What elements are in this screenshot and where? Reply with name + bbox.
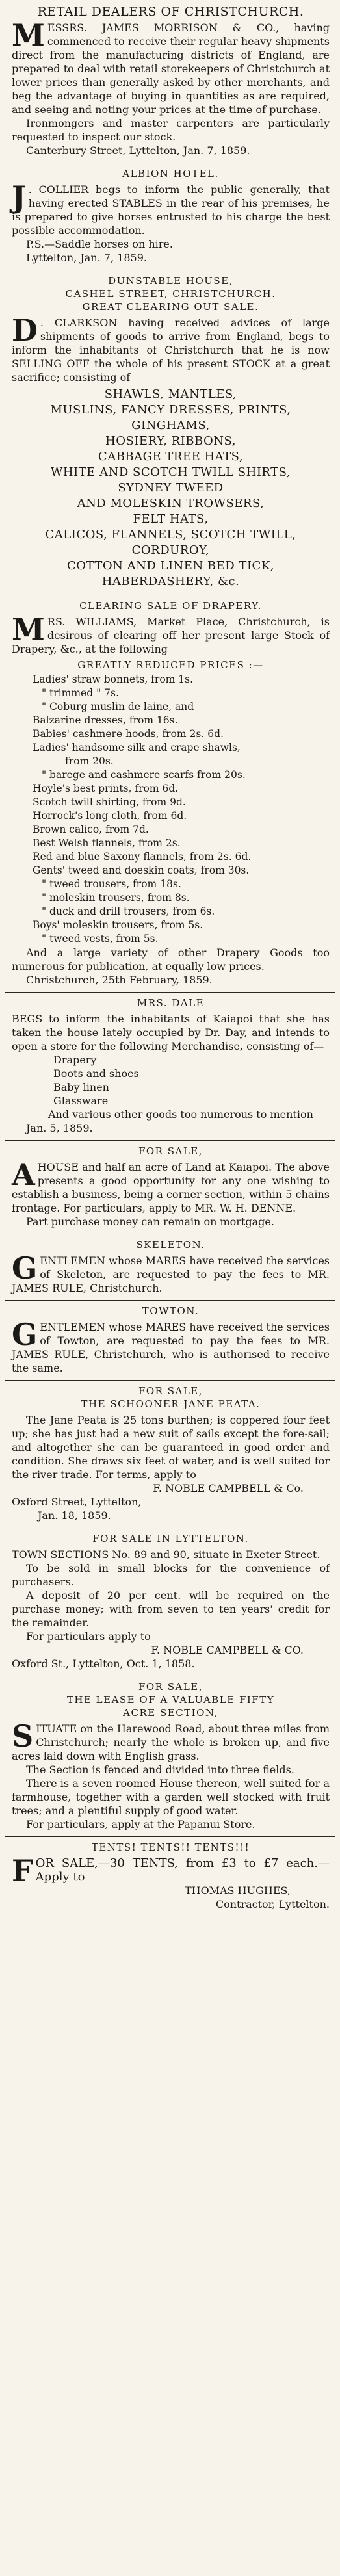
- ad-body: . CLARKSON having received advices of large shipments of goods to arrive from England, begs to inform the inhabitants of Christchurch that he is now SELLING OFF the whole of his present STOCK at a great sacrifice; consisting of: [12, 317, 330, 384]
- ad-for-sale-lyttelton: [0, 1532, 340, 1671]
- divider: [5, 992, 335, 993]
- ad-for-sale-house: [0, 1145, 340, 1229]
- list-item: AND MOLESKIN TROWSERS,: [77, 497, 265, 510]
- ad-address: Oxford Street, Lyttelton,: [12, 1496, 142, 1508]
- ad-title: FOR SALE,: [138, 1681, 203, 1693]
- drop-cap: A: [12, 1157, 35, 1192]
- price-item: Gents' tweed and doeskin coats, from 30s.: [33, 865, 250, 876]
- ad-clearing-sale-drapery: [0, 599, 340, 987]
- drop-cap: M: [12, 612, 45, 647]
- ad-lease-fifty-acre: [0, 1680, 340, 1831]
- ad-retail-dealers: [0, 0, 340, 157]
- list-item: SHAWLS, MANTLES,: [104, 387, 237, 401]
- ad-date: Jan. 18, 1859.: [38, 1509, 111, 1522]
- drop-cap: S: [12, 1719, 34, 1754]
- ad-paragraph: For particulars apply to: [26, 1630, 151, 1643]
- price-item: from 20s.: [65, 755, 114, 767]
- ad-title: SKELETON.: [136, 1239, 205, 1251]
- ad-note: Part purchase money can remain on mortgage.: [26, 1216, 274, 1228]
- price-item: Balzarine dresses, from 16s.: [33, 714, 178, 726]
- ad-title: ALBION HOTEL.: [122, 168, 219, 179]
- list-item: FELT HATS,: [133, 512, 209, 526]
- ad-title: FOR SALE IN LYTTELTON.: [92, 1533, 249, 1544]
- ad-mrs-dale: [0, 996, 340, 1135]
- drop-cap: F: [12, 1853, 33, 1888]
- price-item: " barege and cashmere scarfs from 20s.: [42, 769, 246, 781]
- ad-subtitle: THE LEASE OF A VALUABLE FIFTY: [66, 1694, 275, 1706]
- ad-signer: THOMAS HUGHES,: [184, 1884, 291, 1897]
- ad-dunstable-house: [0, 274, 340, 590]
- ad-body: HOUSE and half an acre of Land at Kaiapoi. The above presents a good opportunity for any one wishing to establish a business, being a corner section, within 5 chains frontage. For particulars, apply to MR. W. H. DENNE.: [12, 1161, 330, 1214]
- list-item: CORDUROY,: [131, 543, 210, 557]
- ad-title: RETAIL DEALERS OF CHRISTCHURCH.: [37, 5, 304, 19]
- ad-signer: F. NOBLE CAMPBELL & CO.: [151, 1644, 304, 1656]
- price-item: Babies' cashmere hoods, from 2s. 6d.: [33, 728, 224, 740]
- price-item: " moleskin trousers, from 8s.: [42, 892, 190, 904]
- ad-paragraph: To be sold in small blocks for the convenience of purchasers.: [12, 1562, 330, 1588]
- price-item: Brown calico, from 7d.: [33, 824, 149, 835]
- divider: [5, 1140, 335, 1141]
- ad-body: BEGS to inform the inhabitants of Kaiapoi that she has taken the house lately occupied by Dr. Day, and intends to open a store for the following Merchandise, consisting of—: [12, 1013, 330, 1052]
- ad-body: . COLLIER begs to inform the public generally, that having erected STABLES in the rear of his premises, he is prepared to give horses entrusted to his charge the best possible accommodation.: [12, 183, 330, 237]
- ad-signature: Canterbury Street, Lyttelton, Jan. 7, 1859.: [26, 144, 250, 157]
- ad-paragraph: The Section is fenced and divided into three fields.: [26, 1763, 294, 1776]
- ad-subtitle: CASHEL STREET, CHRISTCHURCH.: [65, 288, 276, 300]
- ad-body: TOWN SECTIONS No. 89 and 90, situate in Exeter Street.: [12, 1548, 320, 1561]
- price-item: Hoyle's best prints, from 6d.: [33, 783, 179, 794]
- drop-cap: G: [12, 1317, 38, 1352]
- ad-body: OR SALE,—30 TENTS, from £3 to £7 each.—Apply to: [35, 1856, 330, 1884]
- list-item: SYDNEY TWEED: [118, 481, 224, 495]
- ad-title: TENTS! TENTS!! TENTS!!!: [91, 1841, 250, 1853]
- ad-schooner-jane-peata: [0, 1385, 340, 1522]
- list-item: GINGHAMS,: [131, 419, 210, 432]
- ad-subtitle: ACRE SECTION,: [123, 1707, 218, 1719]
- ad-skeleton: [0, 1238, 340, 1295]
- ad-note: Ironmongers and master carpenters are particularly requested to inspect our stock.: [12, 117, 330, 143]
- price-item: Scotch twill shirting, from 9d.: [33, 796, 186, 808]
- ad-paragraph: A deposit of 20 per cent. will be required on the purchase money; with from seven to ten years' credit for the remainder.: [12, 1589, 330, 1629]
- price-item: Best Welsh flannels, from 2s.: [33, 837, 181, 849]
- divider: [5, 1836, 335, 1837]
- price-item: " trimmed " 7s.: [42, 687, 119, 699]
- price-item: Ladies' handsome silk and crape shawls,: [33, 742, 241, 753]
- ad-towton: [0, 1305, 340, 1375]
- price-item: " tweed trousers, from 18s.: [42, 878, 181, 890]
- list-item: Baby linen: [53, 1081, 109, 1093]
- ad-title: TOWTON.: [142, 1305, 200, 1317]
- goods-list: [12, 387, 330, 590]
- ad-signature: Christchurch, 25th February, 1859.: [26, 974, 213, 986]
- ad-paragraph: For particulars, apply at the Papanui Store.: [26, 1818, 255, 1830]
- drop-cap: J: [12, 179, 26, 215]
- list-item: CALICOS, FLANNELS, SCOTCH TWILL,: [45, 528, 296, 541]
- ad-signer-role: Contractor, Lyttelton.: [215, 1898, 330, 1910]
- price-item: " Coburg muslin de laine, and: [42, 701, 194, 712]
- ad-body: ESSRS. JAMES MORRISON & CO., having commenced to receive their regular heavy shipments direct from the manufacturing districts of England, are prepared to deal with retail storekeepers of Christchurch at lower prices than generally asked by other merchants, and beg the advantage of buying in quantities as are required, and seeing and noting your prices at the time of purchase.: [12, 21, 330, 116]
- price-item: Horrock's long cloth, from 6d.: [33, 810, 187, 822]
- price-item: " tweed vests, from 5s.: [42, 933, 159, 944]
- ad-tail: And a large variety of other Drapery Goods too numerous for publication, at equally low prices.: [12, 946, 330, 972]
- ad-title: FOR SALE,: [138, 1385, 203, 1397]
- list-item: HOSIERY, RIBBONS,: [105, 434, 236, 448]
- ad-body: ITUATE on the Harewood Road, about three miles from Christchurch; nearly the whole is broken up, and five acres laid down with English grass.: [12, 1723, 330, 1762]
- ad-paragraph: There is a seven roomed House thereon, well suited for a farmhouse, together with a garden well stocked with fruit trees; and a plentiful supply of good water.: [12, 1777, 330, 1817]
- drop-cap: D: [12, 313, 38, 348]
- price-item: Red and blue Saxony flannels, from 2s. 6d.: [33, 851, 252, 863]
- ad-signer: F. NOBLE CAMPBELL & Co.: [153, 1482, 304, 1494]
- list-item: CABBAGE TREE HATS,: [98, 450, 244, 463]
- goods-list: [12, 1053, 330, 1121]
- price-item: Ladies' straw bonnets, from 1s.: [33, 673, 194, 685]
- divider: [5, 1380, 335, 1381]
- ad-tents: [0, 1841, 340, 1911]
- list-item: Drapery: [53, 1054, 97, 1066]
- ad-subtitle: GREAT CLEARING OUT SALE.: [82, 301, 259, 313]
- ad-body: ENTLEMEN whose MARES have received the services of Skeleton, are requested to pay the fees to MR. JAMES RULE, Christchurch.: [12, 1255, 330, 1294]
- list-item: WHITE AND SCOTCH TWILL SHIRTS,: [50, 465, 291, 479]
- price-list: [12, 673, 330, 946]
- list-item: MUSLINS, FANCY DRESSES, PRINTS,: [50, 403, 291, 417]
- ad-body: RS. WILLIAMS, Market Place, Christchurch, is desirous of clearing off her present large Stock of Drapery, &c., at the following: [12, 616, 330, 655]
- list-item: HABERDASHERY, &c.: [101, 575, 240, 588]
- ad-postscript: P.S.—Saddle horses on hire.: [26, 238, 173, 250]
- price-item: Boys' moleskin trousers, from 5s.: [33, 919, 203, 931]
- ad-subtitle: THE SCHOONER JANE PEATA.: [81, 1398, 261, 1410]
- list-item: COTTON AND LINEN BED TICK,: [66, 559, 274, 573]
- price-item: " duck and drill trousers, from 6s.: [42, 905, 215, 917]
- ad-title: MRS. DALE: [137, 997, 205, 1009]
- ad-body: ENTLEMEN whose MARES have received the services of Towton, are requested to pay the fees to MR. JAMES RULE, Christchurch, who is authorised to receive the same.: [12, 1321, 330, 1374]
- list-item: And various other goods too numerous to mention: [48, 1108, 313, 1121]
- ad-signature: Lyttelton, Jan. 7, 1859.: [26, 252, 147, 264]
- ad-albion-hotel: [0, 167, 340, 265]
- ad-address: Oxford St., Lyttelton, Oct. 1, 1858.: [12, 1658, 195, 1670]
- list-item: Boots and shoes: [53, 1067, 139, 1080]
- drop-cap: M: [12, 18, 45, 53]
- ad-title: DUNSTABLE HOUSE,: [108, 275, 233, 287]
- drop-cap: G: [12, 1251, 38, 1286]
- ad-signature: Jan. 5, 1859.: [26, 1122, 93, 1134]
- ad-body: The Jane Peata is 25 tons burthen; is coppered four feet up; she has just had a new suit of sails except the fore-sail; and altogether she can be guaranteed in good order and condition. She draws six feet of water, and is well suited for the river trade. For terms, apply to: [12, 1414, 330, 1481]
- list-item: Glassware: [53, 1095, 109, 1107]
- ad-title: FOR SALE,: [138, 1145, 203, 1157]
- ad-subheading: GREATLY REDUCED PRICES :—: [77, 659, 264, 671]
- divider: [5, 1300, 335, 1301]
- ad-title: CLEARING SALE OF DRAPERY.: [79, 600, 262, 612]
